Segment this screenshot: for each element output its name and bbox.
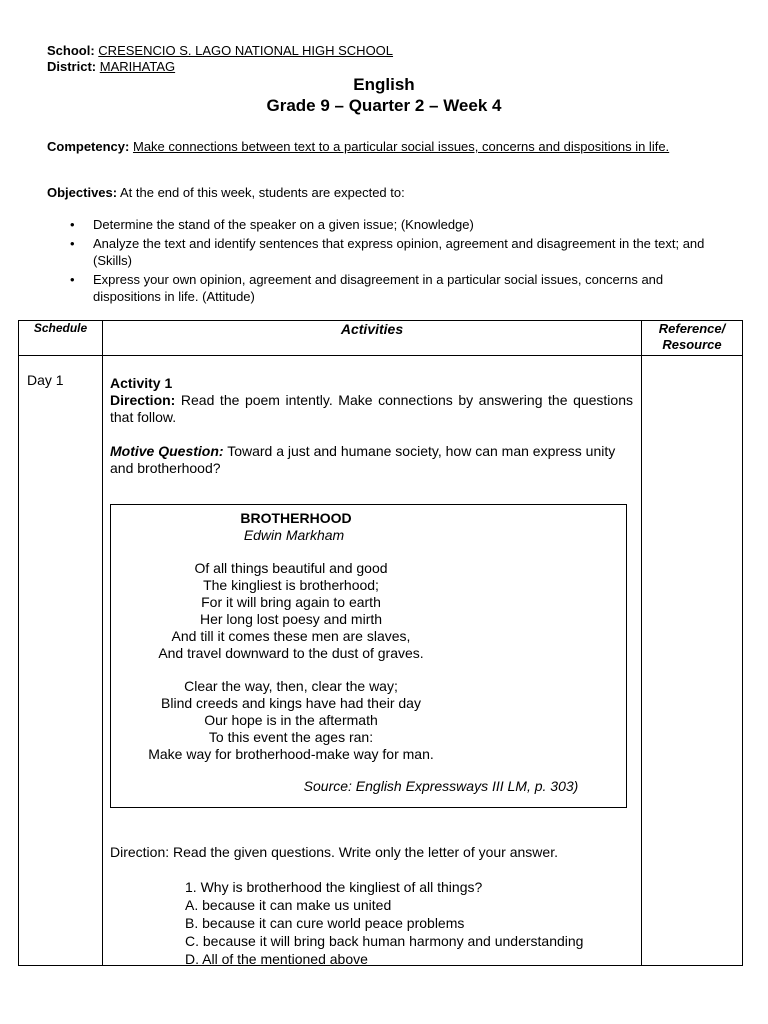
- competency-label: Competency:: [47, 139, 130, 154]
- bullet: •: [70, 217, 75, 232]
- objectives: [47, 185, 405, 200]
- poem-author: Edwin Markham: [243, 527, 345, 543]
- poem-line: To this event the ages ran:: [208, 729, 374, 745]
- poem-line: Blind creeds and kings have had their day: [161, 695, 421, 711]
- table-row: [19, 356, 743, 966]
- poem-line: For it will bring again to earth: [201, 594, 381, 610]
- bullet: •: [70, 272, 75, 287]
- header-activities: [103, 321, 642, 356]
- header-activities-text: Activities: [340, 321, 404, 337]
- activity-title: Activity 1: [110, 375, 173, 391]
- poem-line: Our hope is in the aftermath: [204, 712, 378, 728]
- school-line: [47, 43, 393, 59]
- poem-box: [110, 504, 627, 808]
- poem-line: Clear the way, then, clear the way;: [184, 678, 398, 694]
- objective-text: Determine the stand of the speaker on a given issue; (Knowledge): [93, 217, 474, 232]
- poem-line: Make way for brotherhood-make way for man.: [148, 746, 434, 762]
- schedule-table: [18, 320, 743, 966]
- motive-label: Motive Question:: [110, 443, 224, 459]
- district-value: MARIHATAG: [99, 59, 176, 74]
- header-reference-line2: Resource: [662, 337, 722, 352]
- day-label: Day 1: [27, 372, 64, 388]
- poem-lines: [111, 560, 471, 763]
- choice-b: B. because it can cure world peace problems: [185, 915, 465, 931]
- activity-block: [110, 375, 633, 477]
- direction-2: Direction: Read the given questions. Write only the letter of your answer.: [110, 844, 558, 860]
- direction-label: Direction:: [110, 392, 176, 408]
- poem-line: Of all things beautiful and good: [194, 560, 388, 576]
- bullet: •: [70, 236, 75, 251]
- question-block: [185, 878, 583, 968]
- poem-line: Her long lost poesy and mirth: [199, 611, 383, 627]
- district-label: District:: [47, 59, 97, 74]
- header-reference-line1: Reference/: [658, 321, 726, 336]
- header-schedule-text: Schedule: [33, 321, 88, 335]
- motive-text: Toward a just and humane society, how can man express unity and brotherhood?: [110, 443, 616, 476]
- school-label: School:: [47, 43, 95, 58]
- activities-cell: [103, 356, 642, 966]
- schedule-cell: [19, 356, 103, 966]
- objective-text: Express your own opinion, agreement and disagreement in a particular social issues, concerns and dispositions in life. (Attitude): [93, 272, 664, 304]
- choice-d: D. All of the mentioned above: [185, 951, 368, 967]
- objectives-intro: At the end of this week, students are expected to:: [120, 185, 405, 200]
- poem-line: And travel downward to the dust of graves.: [158, 645, 424, 661]
- objective-text: Analyze the text and identify sentences that express opinion, agreement and disagreement in the text; and (Skills): [93, 236, 705, 268]
- choice-a: A. because it can make us united: [185, 897, 392, 913]
- objectives-label: Objectives:: [47, 185, 118, 200]
- subject-title: English: [353, 75, 415, 94]
- choice-c: C. because it will bring back human harmony and understanding: [185, 933, 584, 949]
- table-header-row: [19, 321, 743, 356]
- header-reference: [642, 321, 743, 356]
- reference-cell: [642, 356, 743, 966]
- competency-text: Make connections between text to a particular social issues, concerns and dispositions in life.: [132, 139, 670, 154]
- grade-quarter-week-title: Grade 9 – Quarter 2 – Week 4: [266, 96, 502, 115]
- poem-line: The kingliest is brotherhood;: [203, 577, 379, 593]
- header-schedule: [19, 321, 103, 356]
- district-line: [47, 59, 175, 75]
- competency: [47, 139, 707, 156]
- direction-text: Read the poem intently. Make connections by answering the questions that follow.: [110, 392, 633, 425]
- question-text: 1. Why is brotherhood the kingliest of all things?: [185, 879, 483, 895]
- poem-line: And till it comes these men are slaves,: [171, 628, 411, 644]
- school-value: CRESENCIO S. LAGO NATIONAL HIGH SCHOOL: [98, 43, 394, 58]
- poem-title: BROTHERHOOD: [240, 510, 352, 526]
- poem-source: Source: English Expressways III LM, p. 303): [303, 778, 579, 794]
